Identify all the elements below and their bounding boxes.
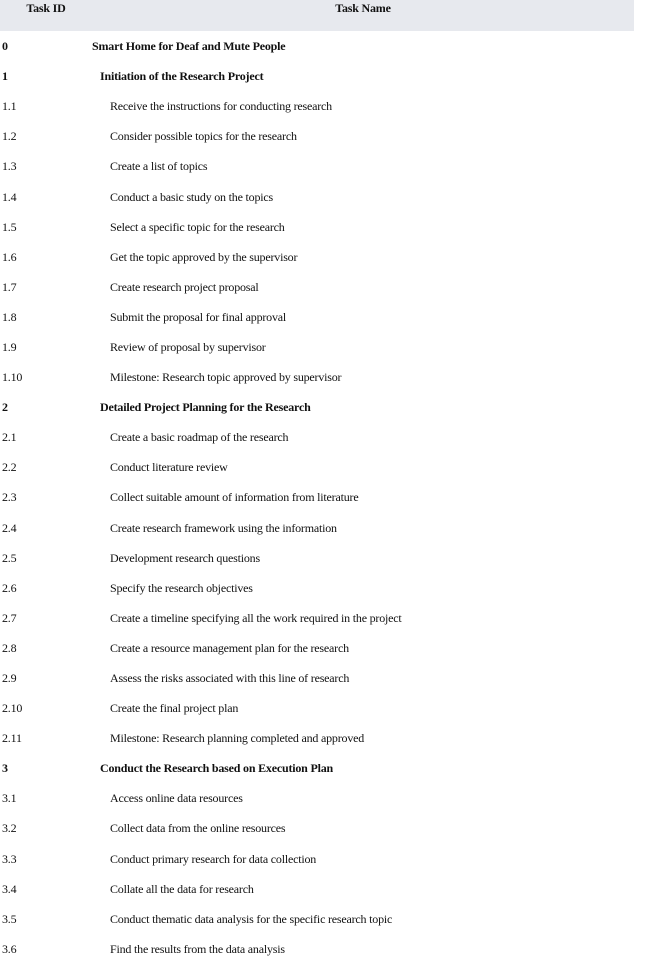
table-row <box>0 181 634 211</box>
table-row <box>0 392 634 422</box>
table-row <box>0 573 634 603</box>
table-row <box>0 242 634 272</box>
task-id-cell: 1 <box>2 69 8 84</box>
task-id-cell: 2.4 <box>2 520 17 535</box>
task-name-cell: Initiation of the Research Project <box>100 69 264 84</box>
header-row <box>0 0 634 31</box>
task-id-cell: 1.9 <box>2 339 17 354</box>
task-id-cell: 2 <box>2 400 8 415</box>
task-name-header: Task Name <box>92 0 634 31</box>
task-id-cell: 1.10 <box>2 370 23 385</box>
task-id-cell: 1.7 <box>2 279 17 294</box>
table-row <box>0 543 634 573</box>
table-row <box>0 723 634 753</box>
table-row <box>0 121 634 151</box>
task-name-cell: Conduct thematic data analysis for the specific research topic <box>110 911 393 926</box>
table-row <box>0 663 634 693</box>
table-row <box>0 934 634 964</box>
task-id-cell: 3 <box>2 761 8 776</box>
table-row <box>0 813 634 843</box>
task-name-cell: Milestone: Research topic approved by supervisor <box>110 370 342 385</box>
table-row <box>0 452 634 482</box>
task-name-cell: Collect data from the online resources <box>110 821 286 836</box>
table-row <box>0 272 634 302</box>
task-id-cell: 2.8 <box>2 640 17 655</box>
task-name-cell: Find the results from the data analysis <box>110 941 285 956</box>
table-row <box>0 362 634 392</box>
task-id-cell: 1.6 <box>2 249 17 264</box>
task-name-cell: Detailed Project Planning for the Research <box>100 400 311 415</box>
task-name-cell: Conduct a basic study on the topics <box>110 189 273 204</box>
task-id-cell: 2.3 <box>2 490 17 505</box>
task-name-cell: Conduct the Research based on Execution Plan <box>100 761 333 776</box>
task-name-cell: Milestone: Research planning completed and approved <box>110 731 365 746</box>
task-id-cell: 3.6 <box>2 941 17 956</box>
task-name-cell: Create research framework using the information <box>110 520 337 535</box>
table-row <box>0 753 634 783</box>
task-id-cell: 3.4 <box>2 881 17 896</box>
task-name-cell: Access online data resources <box>110 791 243 806</box>
task-id-cell: 2.9 <box>2 671 17 686</box>
task-name-cell: Specify the research objectives <box>110 580 253 595</box>
task-id-cell: 3.3 <box>2 851 17 866</box>
task-name-cell: Create a list of topics <box>110 159 208 174</box>
task-id-cell: 1.5 <box>2 219 17 234</box>
table-row <box>0 422 634 452</box>
task-id-cell: 2.5 <box>2 550 17 565</box>
task-id-cell: 3.2 <box>2 821 17 836</box>
table-row <box>0 844 634 874</box>
task-table-body <box>0 31 634 964</box>
task-id-cell: 1.2 <box>2 129 17 144</box>
table-row <box>0 874 634 904</box>
task-id-cell: 0 <box>2 39 8 54</box>
task-id-cell: 2.11 <box>2 731 22 746</box>
table-row <box>0 633 634 663</box>
task-name-cell: Collate all the data for research <box>110 881 254 896</box>
task-name-cell: Conduct primary research for data collection <box>110 851 317 866</box>
table-row <box>0 302 634 332</box>
table-row <box>0 603 634 633</box>
task-name-cell: Create a basic roadmap of the research <box>110 430 289 445</box>
table-row <box>0 332 634 362</box>
task-name-cell: Receive the instructions for conducting research <box>110 99 332 114</box>
task-id-cell: 3.1 <box>2 791 17 806</box>
task-name-cell: Assess the risks associated with this line of research <box>110 671 350 686</box>
table-row <box>0 693 634 723</box>
task-name-cell: Create a resource management plan for the research <box>110 640 349 655</box>
task-name-cell: Create research project proposal <box>110 279 259 294</box>
task-id-cell: 1.4 <box>2 189 17 204</box>
task-name-cell: Select a specific topic for the research <box>110 219 285 234</box>
task-id-cell: 2.7 <box>2 610 17 625</box>
task-id-cell: 2.6 <box>2 580 17 595</box>
task-id-cell: 3.5 <box>2 911 17 926</box>
task-name-cell: Smart Home for Deaf and Mute People <box>92 39 286 54</box>
table-row <box>0 61 634 91</box>
task-name-cell: Collect suitable amount of information from literature <box>110 490 359 505</box>
task-id-cell: 2.1 <box>2 430 17 445</box>
task-name-cell: Get the topic approved by the supervisor <box>110 249 298 264</box>
table-row <box>0 91 634 121</box>
task-name-cell: Create a timeline specifying all the work required in the project <box>110 610 402 625</box>
task-table-header <box>0 0 634 31</box>
task-id-cell: 1.8 <box>2 309 17 324</box>
task-name-cell: Review of proposal by supervisor <box>110 339 266 354</box>
task-name-cell: Conduct literature review <box>110 460 228 475</box>
table-row <box>0 31 634 61</box>
table-row <box>0 151 634 181</box>
task-name-cell: Consider possible topics for the research <box>110 129 297 144</box>
table-row <box>0 513 634 543</box>
task-id-cell: 2.2 <box>2 460 17 475</box>
task-id-header: Task ID <box>0 0 92 31</box>
task-name-cell: Create the final project plan <box>110 701 239 716</box>
task-name-cell: Development research questions <box>110 550 260 565</box>
task-id-cell: 1.1 <box>2 99 17 114</box>
task-id-cell: 1.3 <box>2 159 17 174</box>
task-name-cell: Submit the proposal for final approval <box>110 309 287 324</box>
table-row <box>0 482 634 512</box>
table-row <box>0 904 634 934</box>
task-id-cell: 2.10 <box>2 701 23 716</box>
table-row <box>0 783 634 813</box>
table-row <box>0 212 634 242</box>
